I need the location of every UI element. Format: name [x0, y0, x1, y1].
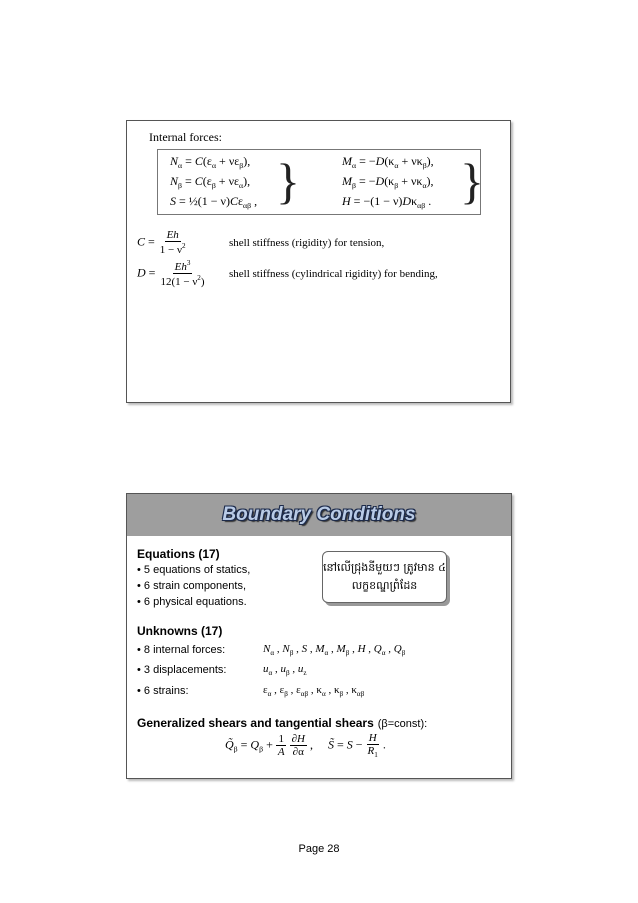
- description-d: shell stiffness (cylindrical rigidity) for bending,: [229, 268, 438, 280]
- khmer-note-line: នៅលើជ្រុងនីមួយៗ ត្រូវមាន ៤: [323, 561, 446, 574]
- equation-item: • 6 strain components,: [137, 580, 247, 592]
- unknown-symbols-strains: $\varepsilon_\alpha$ , $\varepsilon_\beta$ , $\varepsilon_{\alpha\beta}$ , $\kappa_\alpha$ , $\kappa_\beta$ , $\kappa_{\alpha\beta}$: [263, 684, 365, 698]
- equation-n-beta: $N_\beta = C(\varepsilon_\beta + \nu\varepsilon_\alpha)$,: [170, 174, 251, 190]
- unknown-label: • 3 displacements:: [137, 664, 227, 676]
- equation-s: S = ½(1 − $\nu)C\varepsilon_{\alpha\beta}$ ,: [170, 194, 258, 210]
- generalized-note: (β=const):: [377, 718, 428, 730]
- unknown-label: • 6 strains:: [137, 685, 189, 697]
- equation-m-alpha: $M_\alpha = -D(\kappa_\alpha + \nu\kappa_\beta)$,: [342, 154, 434, 170]
- equation-m-beta: $M_\beta = -D(\kappa_\beta + \nu\kappa_\alpha)$,: [342, 174, 434, 190]
- generalized-heading-line: [137, 714, 427, 732]
- khmer-note-box: [322, 551, 447, 603]
- slide-title: Boundary Conditions: [222, 504, 416, 525]
- equations-heading: Equations (17): [137, 547, 220, 561]
- slide-boundary-conditions: [126, 493, 512, 779]
- khmer-note-line: លក្ខខណ្ឌព្រំដែន: [351, 579, 418, 592]
- title-bar: [127, 494, 511, 536]
- slide-title: Internal forces:: [149, 130, 222, 144]
- unknown-symbols-forces: $N_\alpha$ , $N_\beta$ , S , $M_\alpha$ , $M_\beta$ , H , $Q_\alpha$ , $Q_\beta$: [263, 643, 406, 657]
- page-number: Page 28: [298, 843, 340, 855]
- equation-item: • 5 equations of statics,: [137, 564, 251, 576]
- unknown-label: • 8 internal forces:: [137, 644, 226, 656]
- formula-c: C = $\frac{Eh}{1 - \nu^2}$: [137, 229, 186, 256]
- equation-item: • 6 physical equations.: [137, 596, 247, 608]
- generalized-shear-formula: $Q̃_\beta = Q_\beta$ + $\frac{1}{A}$ $\frac{\partial H}{\partial\alpha}$ , S̃ = S − $\frac{H}{R_1}$ .: [225, 732, 386, 759]
- generalized-heading: Generalized shears and tangential shears: [137, 716, 374, 730]
- brace-left: }: [276, 153, 300, 209]
- equation-n-alpha: $N_\alpha = C(\varepsilon_\alpha + \nu\varepsilon_\beta)$,: [170, 154, 251, 170]
- slide-internal-forces: [126, 120, 511, 403]
- equation-h: $H = -(1 - \nu)D\kappa_{\alpha\beta}$ .: [342, 194, 432, 210]
- formula-d: D = $\frac{Eh^3}{12(1 - \nu^2)}$: [137, 259, 205, 288]
- brace-right: }: [460, 153, 484, 209]
- equation-box: [157, 149, 484, 215]
- unknowns-heading: Unknowns (17): [137, 624, 223, 638]
- unknown-symbols-displacements: $u_\alpha$ , $u_\beta$ , $u_z$: [263, 663, 307, 677]
- description-c: shell stiffness (rigidity) for tension,: [229, 237, 385, 249]
